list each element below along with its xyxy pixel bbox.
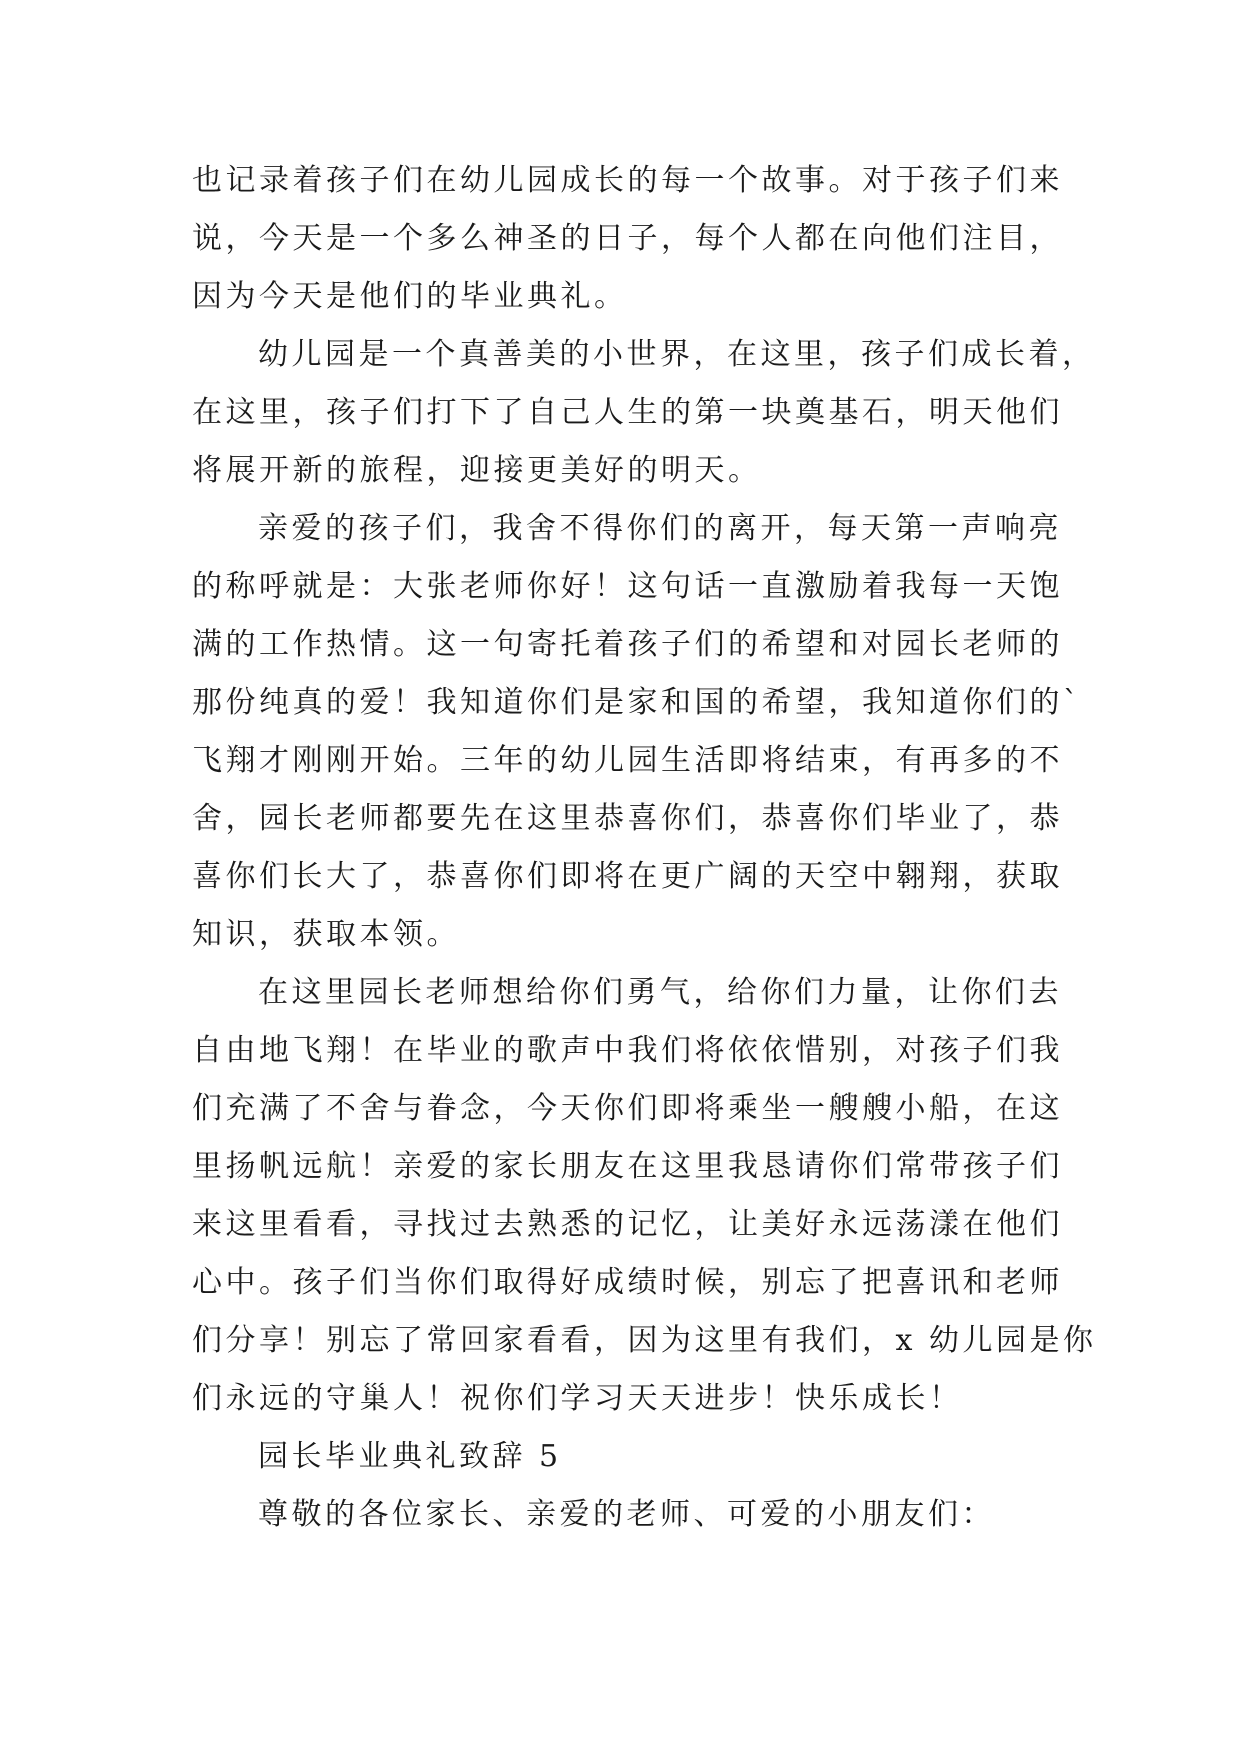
text-line: 将展开新的旅程，迎接更美好的明天。 [192, 453, 762, 488]
text-line: 舍，园长老师都要先在这里恭喜你们，恭喜你们毕业了，恭 [192, 801, 1063, 836]
text-line: 自由地飞翔！在毕业的歌声中我们将依依惜别，对孩子们我 [192, 1033, 1063, 1068]
text-line: 说，今天是一个多么神圣的日子，每个人都在向他们注目， [192, 221, 1063, 256]
document-page [192, 152, 1097, 1544]
section-heading [192, 1428, 1072, 1486]
text-line: 的称呼就是：大张老师你好！这句话一直激励着我每一天饱 [192, 569, 1063, 604]
text-line: 喜你们长大了，恭喜你们即将在更广阔的天空中翱翔，获取 [192, 859, 1063, 894]
text-line: 们充满了不舍与眷念，今天你们即将乘坐一艘艘小船，在这 [192, 1091, 1063, 1126]
paragraph [192, 152, 1072, 326]
text-line: 心中。孩子们当你们取得好成绩时候，别忘了把喜讯和老师 [192, 1265, 1063, 1300]
paragraph [192, 326, 1096, 500]
text-line: 在这里，孩子们打下了自己人生的第一块奠基石，明天他们 [192, 395, 1063, 430]
text-line: 亲爱的孩子们，我舍不得你们的离开，每天第一声响亮 [258, 511, 1062, 546]
text-line: 那份纯真的爱！我知道你们是家和国的希望，我知道你们的` [192, 685, 1082, 720]
text-line: 知识，获取本领。 [192, 917, 460, 952]
text-line: 尊敬的各位家长、亲爱的老师、可爱的小朋友们： [258, 1497, 995, 1532]
heading-line: 园长毕业典礼致辞 5 [258, 1439, 562, 1474]
text-line: 来这里看看，寻找过去熟悉的记忆，让美好永远荡漾在他们 [192, 1207, 1063, 1242]
text-line: 也记录着孩子们在幼儿园成长的每一个故事。对于孩子们来 [192, 163, 1063, 198]
text-line: 飞翔才刚刚开始。三年的幼儿园生活即将结束，有再多的不 [192, 743, 1063, 778]
text-line: 们永远的守巢人！祝你们学习天天进步！快乐成长！ [192, 1381, 963, 1416]
text-line: 们分享！别忘了常回家看看，因为这里有我们，x 幼儿园是你 [192, 1323, 1097, 1358]
text-line: 里扬帆远航！亲爱的家长朋友在这里我恳请你们常带孩子们 [192, 1149, 1063, 1184]
paragraph [192, 964, 1097, 1428]
salutation [192, 1486, 1072, 1544]
text-line: 满的工作热情。这一句寄托着孩子们的希望和对园长老师的 [192, 627, 1063, 662]
paragraph [192, 500, 1082, 964]
text-line: 幼儿园是一个真善美的小世界，在这里，孩子们成长着， [258, 337, 1096, 372]
text-line: 在这里园长老师想给你们勇气，给你们力量，让你们去 [258, 975, 1062, 1010]
text-line: 因为今天是他们的毕业典礼。 [192, 279, 628, 314]
